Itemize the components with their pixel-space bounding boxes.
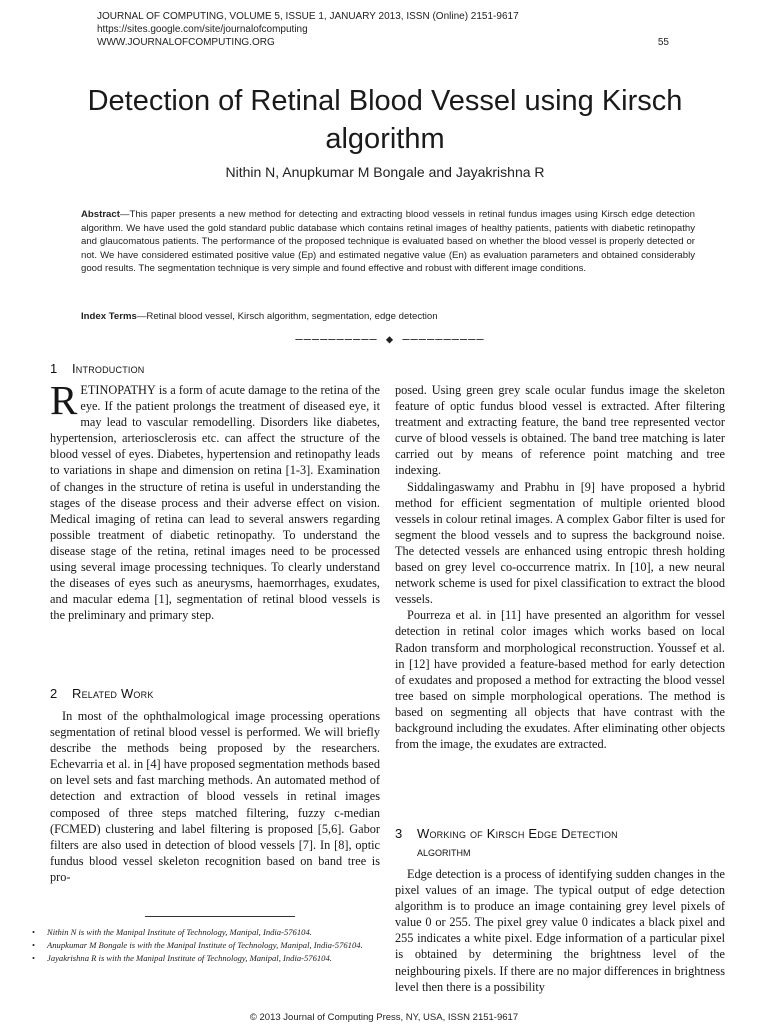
section-number: 2 bbox=[50, 686, 58, 701]
paper-title: Detection of Retinal Blood Vessel using Kirsch algorithm bbox=[87, 85, 683, 155]
section-title-continued: algorithm bbox=[417, 844, 471, 859]
footnote: • Jayakrishna R is with the Manipal Institute of Technology, Manipal, India-576104. bbox=[32, 953, 332, 963]
section-title: Working of Kirsch Edge Detection bbox=[417, 826, 618, 841]
bullet: • bbox=[32, 927, 36, 937]
footnote: • Nithin N is with the Manipal Institute of Technology, Manipal, India-576104. bbox=[32, 927, 312, 937]
page-footer: © 2013 Journal of Computing Press, NY, USA, ISSN 2151-9617 bbox=[249, 1012, 519, 1023]
journal-line: JOURNAL OF COMPUTING, VOLUME 5, ISSUE 1, JANUARY 2013, ISSN (Online) 2151-9617 bbox=[97, 11, 519, 22]
kirsch-body bbox=[395, 866, 725, 995]
section-number: 3 bbox=[395, 826, 403, 841]
intro-body bbox=[50, 377, 380, 623]
paragraph: Pourreza et al. in [11] have presented an algorithm for vessel detection in retinal color images which works based on local Radon transform and morphological reconstruction. Youssef et al. in [12] have provided a feature-based method for early detection of exudates and proposed a method for extracting the blood vessel tree based on simple morphological operations. The method is based on segmenting all objects that have contrast with the background including the exudates. After eliminating other objects from the image, the exudates are extracted. bbox=[395, 608, 725, 752]
abstract-text: —This paper presents a new method for detecting and extracting blood vessels in retinal fundus images using Kirsch edge detection algorithm. We have used the gold standard public database which contains retinal images of healthy patients, patients with diabetic retinopathy and glaucomatous patients. The performance of the proposed technique is evaluated based on whether the blood vessel is properly detected or not. We have considered estimated positive value (Ep) and estimated negative value (En) as evaluation parameters and obtained considerably good results. The segmentation technique is very simple and found effective and robust with different image conditions. bbox=[81, 209, 695, 275]
index-terms-text: —Retinal blood vessel, Kirsch algorithm, segmentation, edge detection bbox=[136, 311, 438, 322]
section-heading-introduction bbox=[50, 361, 145, 376]
section-number: 1 bbox=[50, 361, 58, 376]
page-number: 55 bbox=[657, 37, 669, 48]
footnote: • Anupkumar M Bongale is with the Manipal Institute of Technology, Manipal, India-576104. bbox=[32, 940, 363, 950]
footnote-rule bbox=[145, 916, 295, 917]
paragraph: posed. Using green grey scale ocular fundus image the skeleton feature of optic fundus blood vessel is extracted. After filtering treatment and extracting feature, the band tree represented vector curve of blood vessels is obtained. The band tree matching is later carried out by means of reference point matching and tree indexing. bbox=[395, 383, 725, 478]
intro-text: is a form of acute damage to the retina of the eye. If the patient prolongs the treatment of diseased eye, it may lead to vascular remodelling. Disorders like diabetes, hypertension, arteriosclerosis etc. can affect the structure of the blood vessel of eyes. Diabetes, hypertension and retinopathy leads to variations in shape and dimension on retina [1-3]. Examination of changes in the structure of retina is useful in understanding the stages of the disease process and their adverse effect on vision. Medical imaging of retina can lead to several answers regarding possible treatment of diabetic retinopathy. To understand the disease stage of the retina, retinal images need to be processed using several image processing techniques. To clearly understand the diseases of eyes such as aneurysms, haemorrhages, exudates, and macular edema [1], segmentation of retinal blood vessels is the preliminary and primary step. bbox=[50, 383, 380, 623]
section-heading-related-work bbox=[50, 686, 154, 701]
paragraph: Siddalingaswamy and Prabhu in [9] have proposed a hybrid method for efficient segmentation of multiple oriented blood vessels in colour retinal images. A complex Gabor filter is used for segment the blood vessels and to supress the background noise. The detected vessels are enhanced using entropic thresh holding based on grey level co-occurrence matrix. In [10], a new neural network scheme is used for pixel classification to extract the blood vessels. bbox=[395, 479, 725, 607]
related-work-body bbox=[50, 708, 380, 885]
footnotes bbox=[30, 926, 388, 965]
section-heading-kirsch bbox=[395, 825, 725, 861]
section-title: Introduction bbox=[72, 361, 145, 376]
site-link[interactable]: https://sites.google.com/site/journalofcomputing bbox=[97, 24, 308, 35]
bullet: • bbox=[32, 953, 36, 963]
section-title: Related Work bbox=[72, 686, 154, 701]
abstract-label: Abstract bbox=[81, 209, 120, 220]
journal-header bbox=[97, 10, 677, 49]
bullet: • bbox=[32, 940, 36, 950]
www-link[interactable]: WWW.JOURNALOFCOMPUTING.ORG bbox=[97, 37, 275, 48]
kirsch-text: Edge detection is a process of identifying sudden changes in the pixel values of an image. The typical output of edge detection algorithm is to produce an image containing grey level pixels of value 0 or 255. The pixel grey value 0 indicates a black pixel and 255 indicates a white pixel. Edge information of a particular pixel is obtained by determining the brightness level of the neighbouring pixels. If there are no major differences in brightness level then there is a possibility bbox=[395, 867, 725, 994]
section-divider: —————————— ◆ —————————— bbox=[295, 332, 485, 346]
drop-cap: R bbox=[50, 377, 78, 423]
related-work-text: In most of the ophthalmological image processing operations segmentation of retinal blood vessel is performed. We will briefly describe the methods being proposed by the researchers. Echevarria et al. in [4] have proposed segmentation methods based on level sets and fast marching methods. An automated method of detection and extraction of blood vessels in retinal images composed of three steps matched filtering, fuzzy c-median (FCMED) clustering and label filtering is proposed [5,6]. Gabor filters are also used in detection of blood vessels [7]. In [8], optic fundus blood vessel skeleton recognition based on band tree is pro- bbox=[50, 709, 380, 884]
index-terms bbox=[81, 311, 695, 322]
abstract bbox=[81, 208, 695, 276]
paper-authors: Nithin N, Anupkumar M Bongale and Jayakrishna R bbox=[225, 164, 545, 180]
right-column-body bbox=[395, 382, 725, 752]
lead-caps: ETINOPATHY bbox=[80, 383, 156, 397]
index-terms-label: Index Terms bbox=[81, 311, 137, 322]
